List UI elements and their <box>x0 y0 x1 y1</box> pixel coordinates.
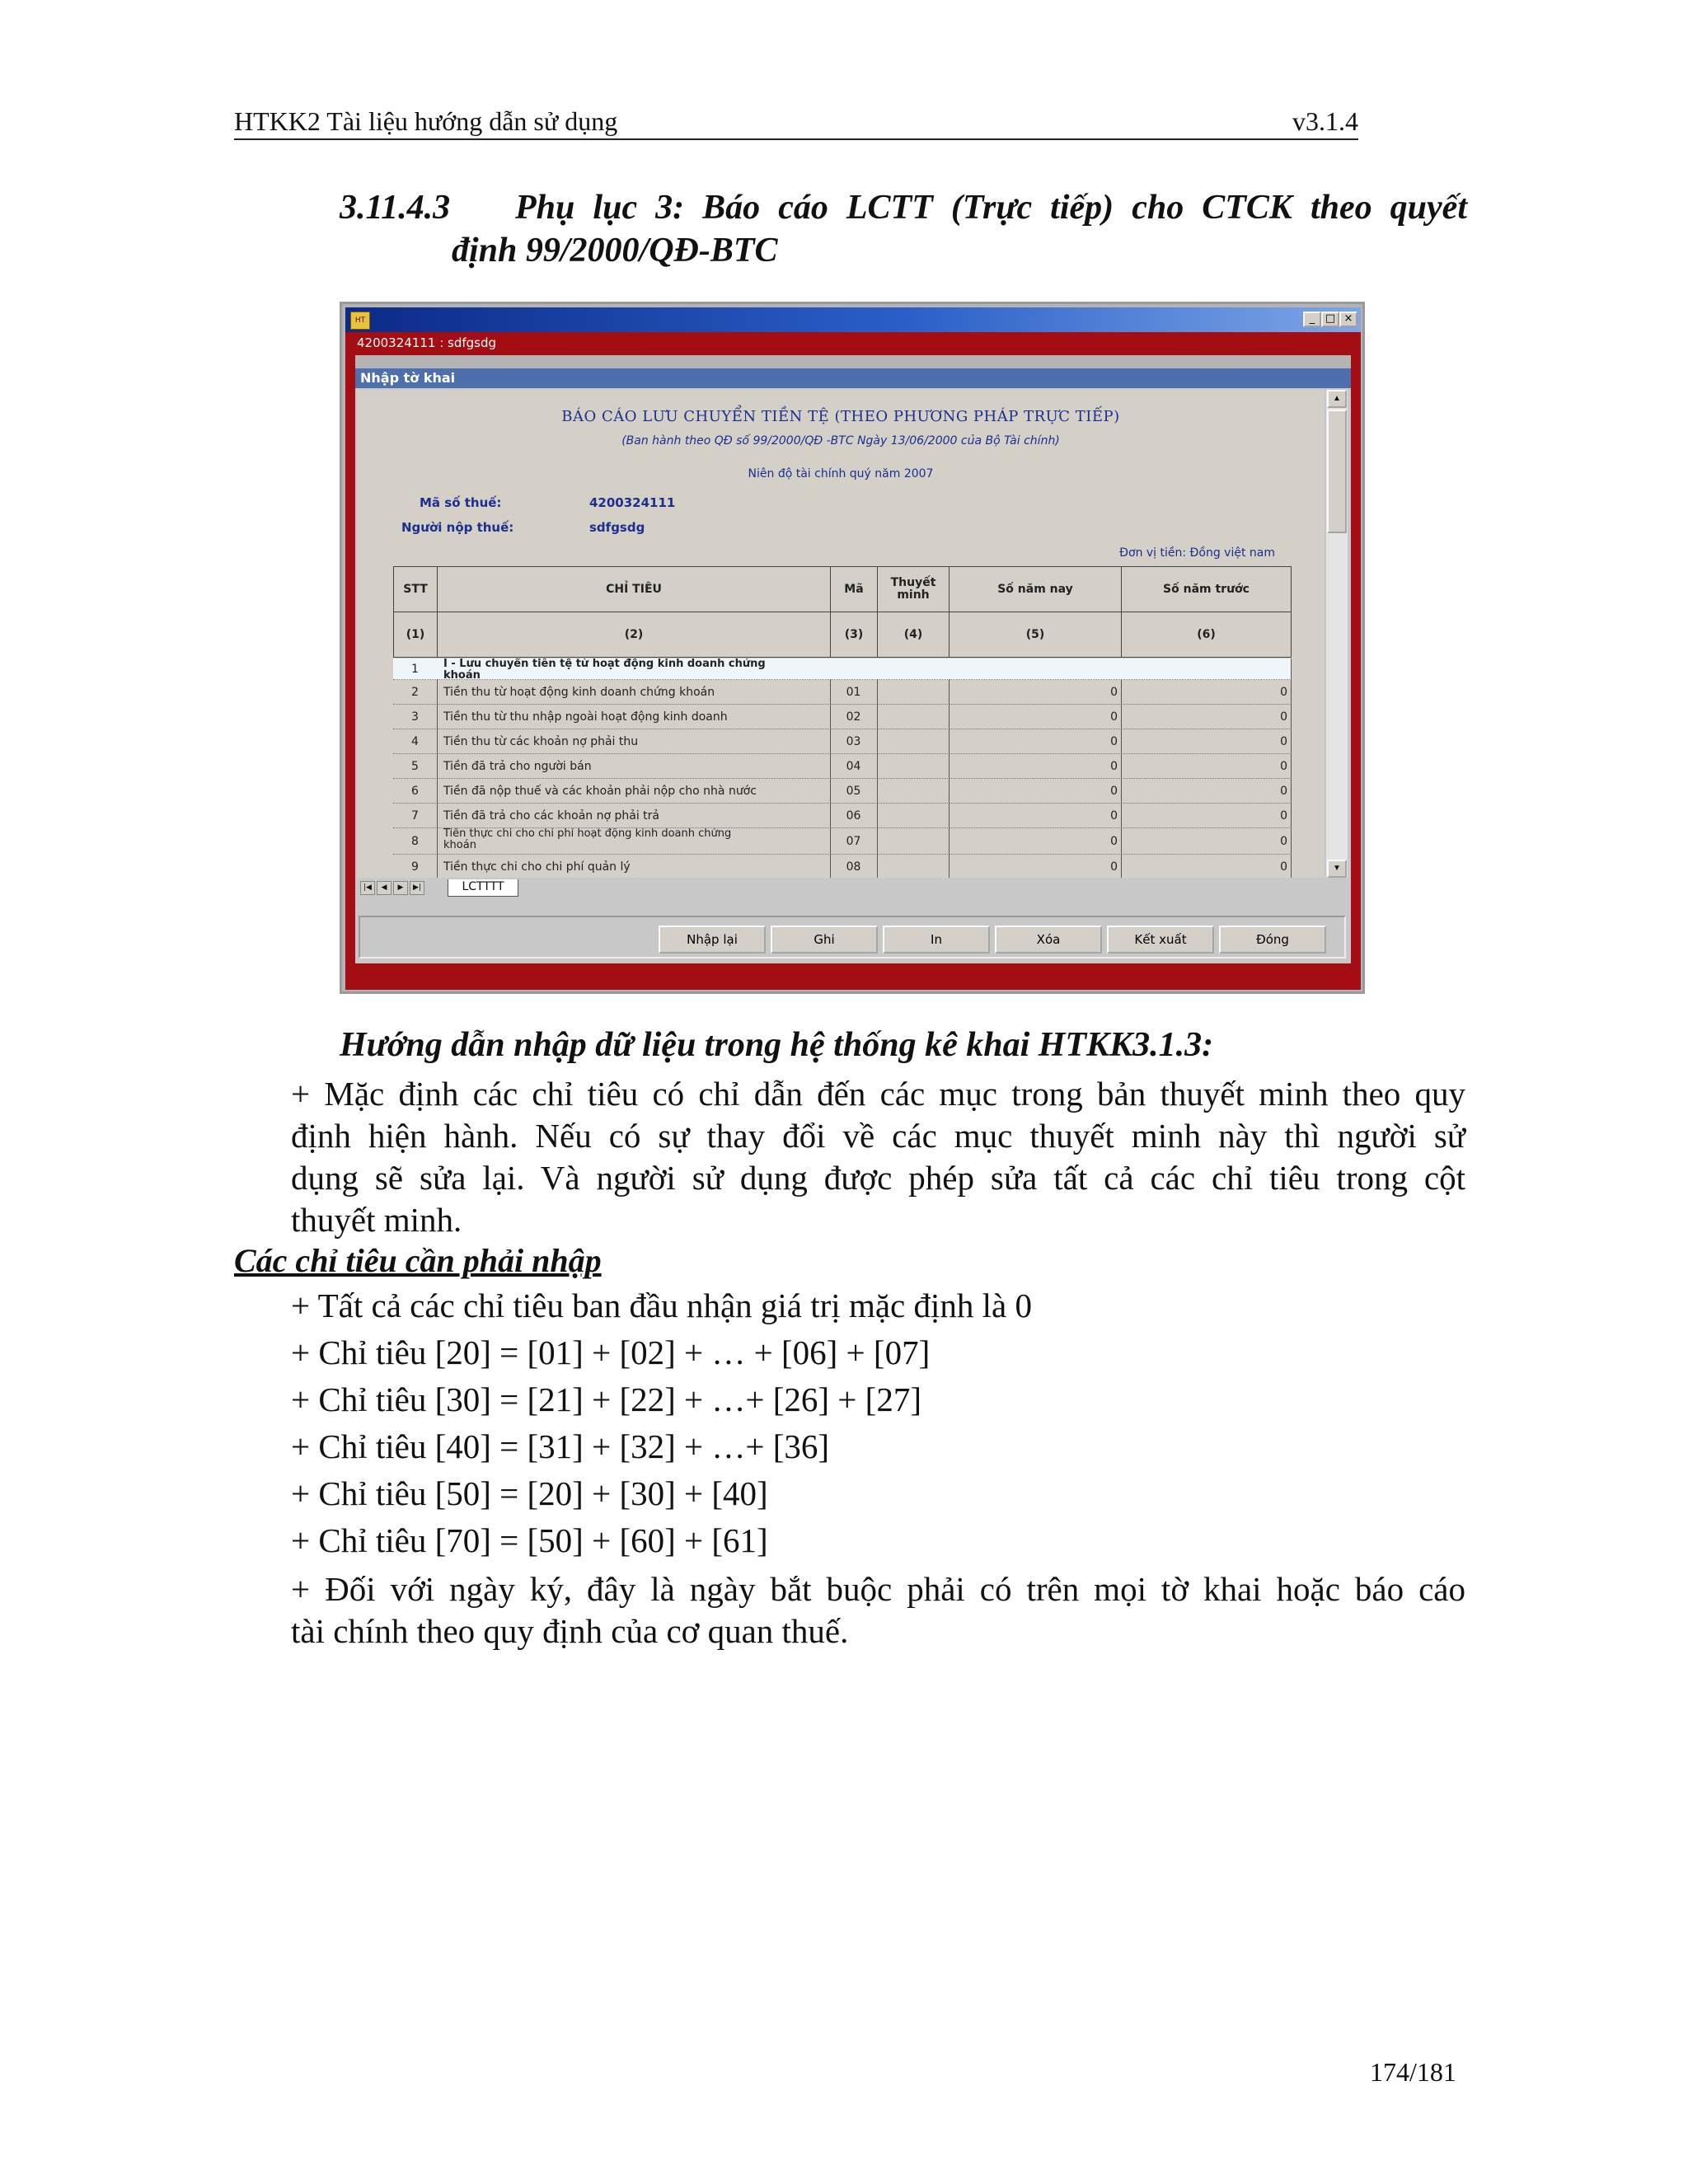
table-row <box>393 779 1292 804</box>
cell-note[interactable] <box>877 828 950 855</box>
currency-unit: Đơn vị tiền: Đồng việt nam <box>1119 546 1275 560</box>
colnum-1: (1) <box>393 612 438 658</box>
cell-previous-year[interactable]: 0 <box>1121 828 1292 855</box>
section-number: 3.11.4.3 <box>340 189 451 227</box>
reset-button[interactable]: Nhập lại <box>659 926 766 954</box>
cell-note[interactable] <box>877 658 950 680</box>
colnum-3: (3) <box>830 612 878 658</box>
section-title-line2: định 99/2000/QĐ-BTC <box>452 232 778 269</box>
page-number: 174/181 <box>1370 2057 1456 2087</box>
cell-stt: 5 <box>393 754 438 779</box>
cell-indicator: Tiền thu từ các khoản nợ phải thu <box>437 729 831 754</box>
cell-indicator: Tiền đã trả cho người bán <box>437 754 831 779</box>
table-row <box>393 729 1292 754</box>
prev-sheet-icon[interactable]: ◀ <box>377 881 392 895</box>
cell-note[interactable] <box>877 705 950 729</box>
cell-previous-year[interactable]: 0 <box>1121 855 1292 878</box>
sheet-tab-strip <box>357 879 1325 898</box>
colnum-5: (5) <box>949 612 1122 658</box>
cell-code: 04 <box>830 754 878 779</box>
print-button[interactable]: In <box>883 926 990 954</box>
scroll-up-icon[interactable]: ▲ <box>1327 390 1347 408</box>
rule-20: + Chỉ tiêu [20] = [01] + [02] + … + [06] + [07] <box>291 1333 931 1371</box>
window-titlebar <box>345 307 1361 332</box>
cell-code: 03 <box>830 729 878 754</box>
guide-paragraph2-line2: tài chính theo quy định của cơ quan thuế. <box>291 1612 849 1650</box>
table-row <box>393 804 1292 828</box>
cell-code <box>830 658 878 680</box>
document-version: v3.1.4 <box>1292 106 1358 136</box>
header-previous-year: Số năm trước <box>1121 566 1292 612</box>
cell-previous-year[interactable]: 0 <box>1121 779 1292 804</box>
cell-indicator <box>437 828 831 855</box>
cell-note[interactable] <box>877 754 950 779</box>
cell-previous-year[interactable] <box>1121 658 1292 680</box>
page-header <box>234 107 1358 140</box>
next-sheet-icon[interactable]: ▶ <box>393 881 408 895</box>
cell-previous-year[interactable]: 0 <box>1121 729 1292 754</box>
cell-current-year[interactable]: 0 <box>949 754 1122 779</box>
close-button[interactable]: × <box>1339 312 1357 327</box>
guide-paragraph1-line4: thuyết minh. <box>291 1201 462 1239</box>
cell-current-year[interactable] <box>949 658 1122 680</box>
cell-stt: 6 <box>393 779 438 804</box>
maximize-button[interactable]: □ <box>1321 312 1339 327</box>
cell-note[interactable] <box>877 680 950 705</box>
cell-stt: 4 <box>393 729 438 754</box>
cell-stt: 3 <box>393 705 438 729</box>
cell-current-year[interactable]: 0 <box>949 804 1122 828</box>
table-row <box>393 855 1292 878</box>
cell-note[interactable] <box>877 804 950 828</box>
cell-code: 01 <box>830 680 878 705</box>
header-code: Mã <box>830 566 878 612</box>
rule-30: + Chỉ tiêu [30] = [21] + [22] + …+ [26] + [27] <box>291 1380 921 1418</box>
required-fields-heading: Các chỉ tiêu cần phải nhập <box>234 1242 602 1279</box>
cell-code: 07 <box>830 828 878 855</box>
input-subwindow <box>355 368 1351 963</box>
table-row <box>393 658 1292 680</box>
cell-current-year[interactable]: 0 <box>949 729 1122 754</box>
cell-current-year[interactable]: 0 <box>949 680 1122 705</box>
close-form-button[interactable]: Đóng <box>1219 926 1326 954</box>
table-row <box>393 828 1292 855</box>
guide-paragraph2-line1: + Đối với ngày ký, đây là ngày bắt buộc phải có trên mọi tờ khai hoặc báo cáo <box>291 1570 1465 1608</box>
vertical-scrollbar[interactable] <box>1326 390 1348 878</box>
cell-code: 08 <box>830 855 878 878</box>
colnum-2: (2) <box>437 612 831 658</box>
cell-current-year[interactable]: 0 <box>949 828 1122 855</box>
guide-paragraph1-line2: định hiện hành. Nếu có sự thay đổi về các mục thuyết minh này thì người sử <box>291 1117 1465 1155</box>
header-note: Thuyết minh <box>877 566 950 612</box>
rule-70: + Chỉ tiêu [70] = [50] + [60] + [61] <box>291 1521 768 1559</box>
declaration-form <box>357 390 1325 878</box>
app-window <box>340 302 1365 994</box>
cell-note[interactable] <box>877 779 950 804</box>
guide-paragraph1-line3: dụng sẽ sửa lại. Và người sử dụng được phép sửa tất cả các chỉ tiêu trong cột <box>291 1159 1465 1197</box>
button-bar <box>359 916 1346 958</box>
indicator-text-line1: Tiền thực chi cho chi phí hoạt động kinh doanh chứng <box>443 828 732 840</box>
scroll-down-icon[interactable]: ▼ <box>1327 860 1347 878</box>
cell-stt: 8 <box>393 828 438 855</box>
document-title: HTKK2 Tài liệu hướng dẫn sử dụng <box>234 106 618 136</box>
header-stt: STT <box>393 566 438 612</box>
subwindow-title: Nhập tờ khai <box>355 368 1351 388</box>
cell-indicator: Tiền thu từ thu nhập ngoài hoạt động kinh doanh <box>437 705 831 729</box>
section-title-line1: Phụ lục 3: Báo cáo LCTT (Trực tiếp) cho CTCK theo quyết <box>515 189 1467 227</box>
save-button[interactable]: Ghi <box>771 926 878 954</box>
colnum-6: (6) <box>1121 612 1292 658</box>
export-button[interactable]: Kết xuất <box>1107 926 1214 954</box>
cell-stt: 7 <box>393 804 438 828</box>
indicator-text-line1: I - Lưu chuyển tiền tệ từ hoạt động kinh doanh chứng <box>443 658 766 670</box>
indicator-text-line2: khoán <box>443 839 476 851</box>
form-subtitle: (Ban hành theo QĐ số 99/2000/QĐ -BTC Ngày 13/06/2000 của Bộ Tài chính) <box>621 434 1060 448</box>
cell-indicator: Tiền đã trả cho các khoản nợ phải trả <box>437 804 831 828</box>
window-caption: 4200324111 : sdfgsdg <box>357 335 497 350</box>
cell-note[interactable] <box>877 855 950 878</box>
taxpayer-value: sdfgsdg <box>589 520 645 535</box>
cell-previous-year[interactable]: 0 <box>1121 680 1292 705</box>
tax-id-value: 4200324111 <box>589 495 676 510</box>
rule-40: + Chỉ tiêu [40] = [31] + [32] + …+ [36] <box>291 1427 830 1465</box>
first-sheet-icon[interactable]: |◀ <box>360 881 375 895</box>
cell-current-year[interactable]: 0 <box>949 705 1122 729</box>
minimize-button[interactable]: _ <box>1303 312 1321 327</box>
frame-left <box>345 355 355 983</box>
rule-50: + Chỉ tiêu [50] = [20] + [30] + [40] <box>291 1474 768 1512</box>
table-row <box>393 754 1292 779</box>
last-sheet-icon[interactable]: ▶| <box>410 881 424 895</box>
cell-current-year[interactable]: 0 <box>949 779 1122 804</box>
cell-code: 02 <box>830 705 878 729</box>
cell-stt: 9 <box>393 855 438 878</box>
table-row <box>393 705 1292 729</box>
cell-previous-year[interactable]: 0 <box>1121 705 1292 729</box>
taxpayer-label: Người nộp thuế: <box>401 520 514 535</box>
cell-note[interactable] <box>877 729 950 754</box>
cell-stt: 2 <box>393 680 438 705</box>
cell-indicator: Tiền thu từ hoạt động kinh doanh chứng khoán <box>437 680 831 705</box>
guide-paragraph1-line1: + Mặc định các chỉ tiêu có chỉ dẫn đến các mục trong bản thuyết minh theo quy <box>291 1075 1465 1113</box>
table-row <box>393 680 1292 705</box>
scroll-thumb[interactable] <box>1327 410 1347 533</box>
form-period: Niên độ tài chính quý năm 2007 <box>748 467 934 480</box>
cell-indicator: Tiền đã nộp thuế và các khoản phải nộp cho nhà nước <box>437 779 831 804</box>
colnum-4: (4) <box>877 612 950 658</box>
form-title: BÁO CÁO LƯU CHUYỂN TIỀN TỆ (THEO PHƯƠNG PHÁP TRỰC TIẾP) <box>561 408 1120 425</box>
cell-current-year[interactable]: 0 <box>949 855 1122 878</box>
frame-bottom <box>345 963 1361 990</box>
header-indicator: CHỈ TIÊU <box>437 566 831 612</box>
cell-code: 06 <box>830 804 878 828</box>
rule-default-zero: + Tất cả các chỉ tiêu ban đầu nhận giá trị mặc định là 0 <box>291 1286 1032 1324</box>
header-current-year: Số năm nay <box>949 566 1122 612</box>
sheet-tab-lcttt[interactable]: LCTTTT <box>448 879 518 897</box>
cell-indicator <box>437 658 831 680</box>
indicator-text-line2: khoán <box>443 669 481 680</box>
caption-bar <box>345 332 1361 355</box>
cell-previous-year[interactable]: 0 <box>1121 754 1292 779</box>
cell-stt: 1 <box>393 658 438 680</box>
cell-previous-year[interactable]: 0 <box>1121 804 1292 828</box>
cell-code: 05 <box>830 779 878 804</box>
frame-right <box>1351 355 1361 983</box>
cell-indicator: Tiền thực chi cho chi phí quản lý <box>437 855 831 878</box>
guide-title: Hướng dẫn nhập dữ liệu trong hệ thống kê khai HTKK3.1.3: <box>340 1026 1214 1064</box>
app-logo-icon: HT <box>350 312 370 330</box>
delete-button[interactable]: Xóa <box>995 926 1102 954</box>
tax-id-label: Mã số thuế: <box>420 495 502 510</box>
